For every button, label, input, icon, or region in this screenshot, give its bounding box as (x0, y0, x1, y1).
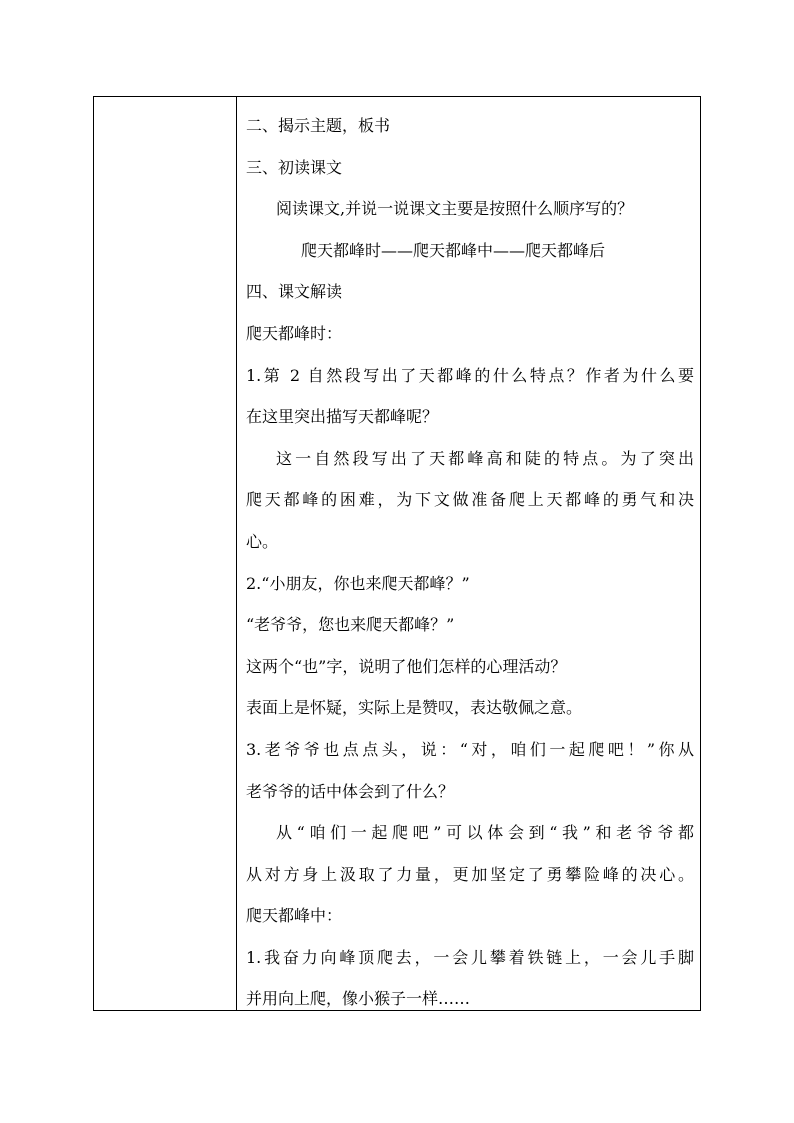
question-1-line-1: 1.第 2 自然段写出了天都峰的什么特点？作者为什么要 (246, 365, 694, 385)
left-column-cell (94, 97, 237, 1010)
quote-grandpa: “老爷爷，您也来爬天都峰？” (246, 615, 455, 635)
answer-3-line-2: 从对方身上汲取了力量，更加坚定了勇攀险峰的决心。 (246, 864, 694, 884)
subheading-during-climb: 爬天都峰中： (246, 906, 343, 926)
question-3-line-2: 老爷爷的话中体会到了什么？ (246, 781, 455, 801)
question-2: 这两个“也”字，说明了他们怎样的心理活动？ (246, 656, 567, 676)
section-heading-4: 四、课文解读 (246, 282, 343, 302)
answer-1-line-3: 心。 (246, 531, 279, 551)
reading-task: 阅读课文,并说一说课文主要是按照什么顺序写的？ (276, 199, 634, 219)
answer-2: 表面上是怀疑，实际上是赞叹，表达敬佩之意。 (246, 698, 583, 718)
lesson-table (93, 96, 701, 1011)
answer-1-line-2: 爬天都峰的困难，为下文做准备爬上天都峰的勇气和决 (246, 490, 694, 510)
section-heading-2: 二、揭示主题，板书 (246, 116, 391, 135)
section-heading-3: 三、初读课文 (246, 157, 343, 177)
question-3-line-1: 3.老爷爷也点点头，说：“对，咱们一起爬吧！”你从 (246, 739, 694, 759)
answer-3-line-1: 从“咱们一起爬吧”可以体会到“我”和老爷爷都 (276, 823, 694, 843)
question-1-line-2: 在这里突出描写天都峰呢？ (246, 407, 439, 427)
lesson-content-cell (237, 97, 700, 1010)
sequence-answer: 爬天都峰时——爬天都峰中——爬天都峰后 (301, 240, 606, 260)
item-1-line-2: 并用向上爬，像小猴子一样…… (246, 989, 471, 1009)
answer-1-line-1: 这一自然段写出了天都峰高和陡的特点。为了突出 (276, 448, 694, 468)
subheading-before-climb: 爬天都峰时： (246, 323, 343, 343)
quote-child: 2.“小朋友，你也来爬天都峰？” (246, 573, 470, 593)
item-1-line-1: 1.我奋力向峰顶爬去，一会儿攀着铁链上，一会儿手脚 (246, 947, 694, 967)
